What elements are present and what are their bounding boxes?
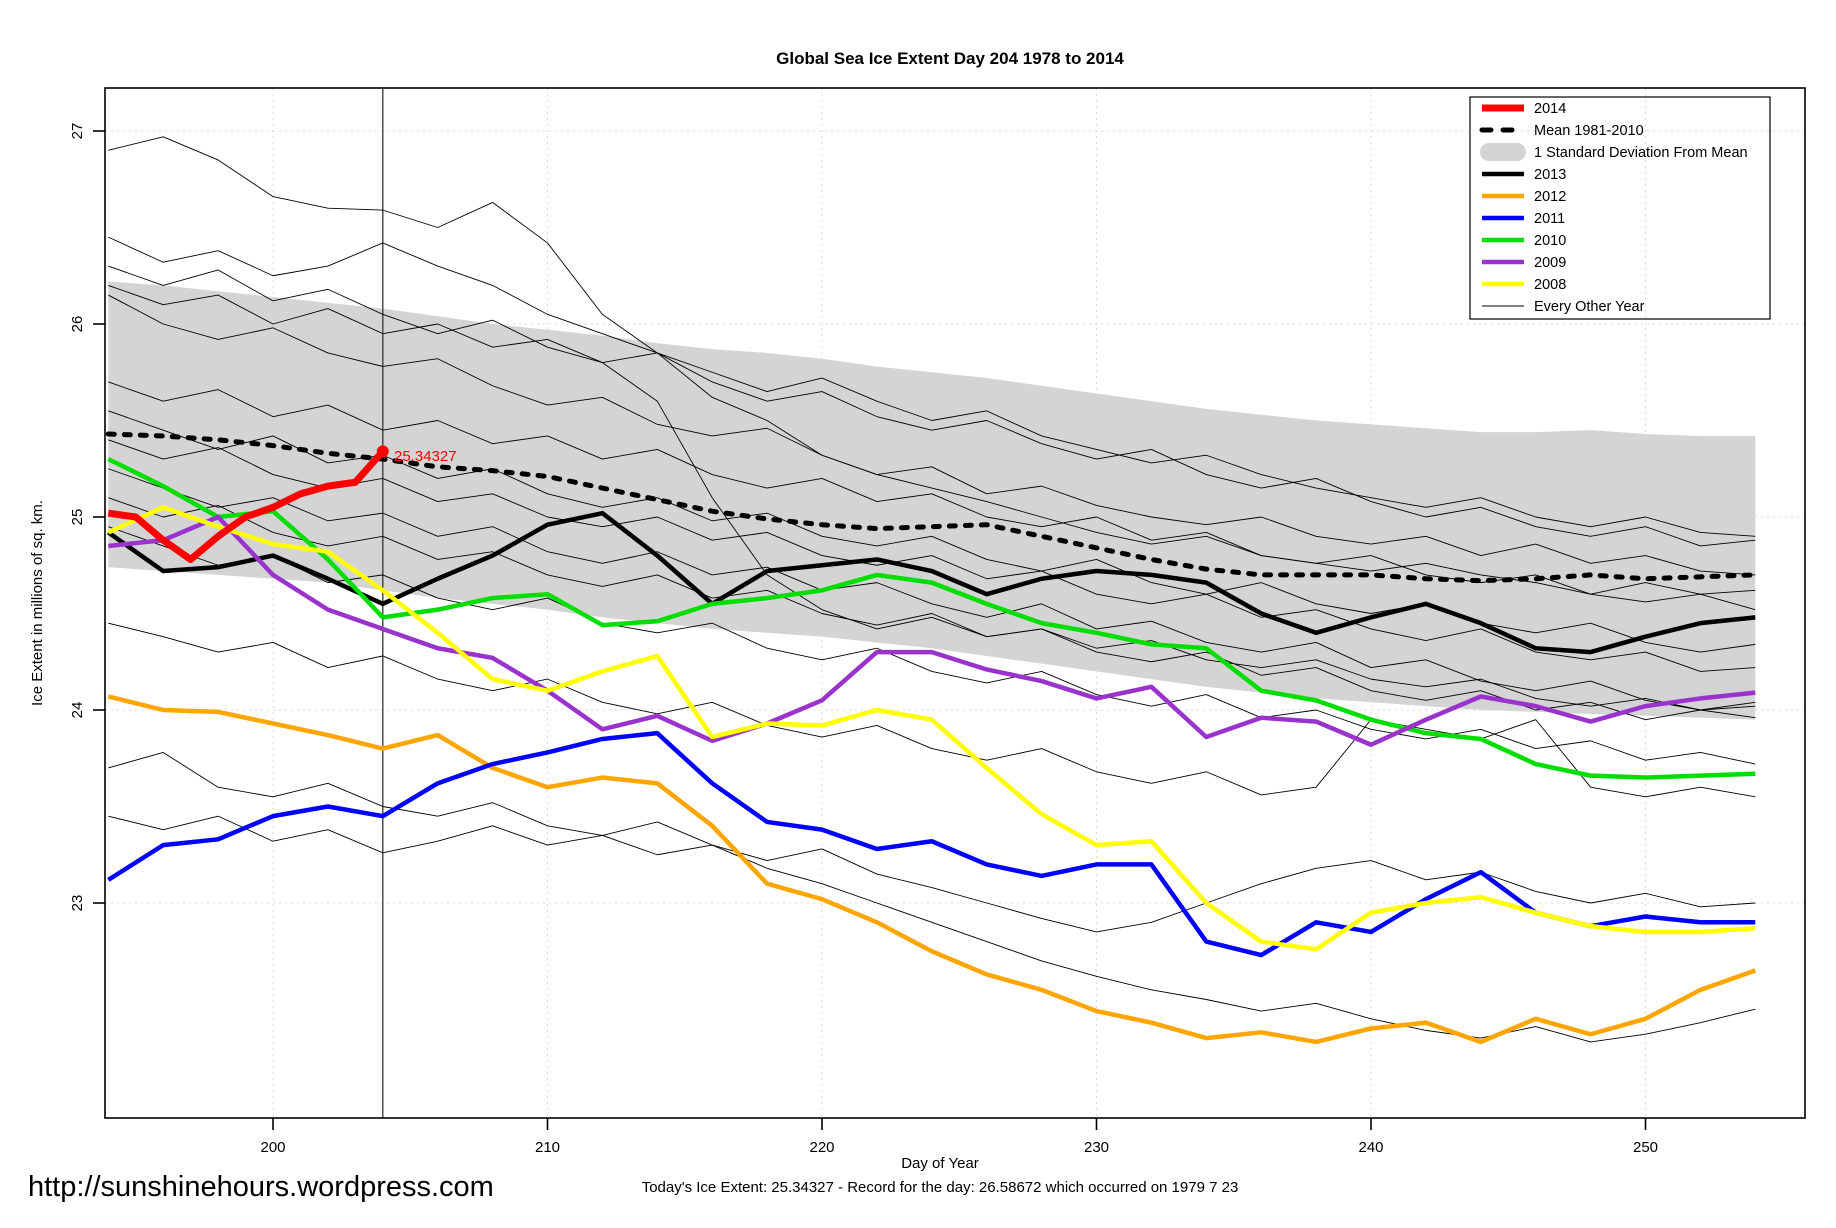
x-axis-label: Day of Year (901, 1155, 979, 1172)
legend-item-2009: 2009 (1534, 255, 1567, 271)
y-tick-label: 27 (69, 122, 86, 140)
current-value-annotation: 25.34327 (394, 448, 457, 465)
legend-item-2014: 2014 (1534, 101, 1567, 117)
legend-item-1-standard-deviation-from-mean-swatch (1480, 143, 1526, 161)
y-tick-label: 26 (69, 315, 86, 333)
x-tick-label: 220 (809, 1139, 835, 1156)
x-tick-label: 210 (534, 1139, 561, 1156)
x-tick-label: 200 (260, 1139, 286, 1156)
series-2011 (108, 733, 1755, 955)
y-axis-label: Ice Extent in millions of sq. km. (29, 500, 46, 706)
legend-item-2010: 2010 (1534, 233, 1567, 249)
watermark-url[interactable]: http://sunshinehours.wordpress.com (28, 1171, 494, 1203)
legend-item-1-standard-deviation-from-mean: 1 Standard Deviation From Mean (1534, 145, 1748, 161)
legend-item-2008: 2008 (1534, 277, 1567, 293)
x-tick-label: 230 (1083, 1139, 1110, 1156)
legend-item-2011: 2011 (1534, 211, 1566, 227)
y-tick-label: 24 (69, 701, 86, 719)
legend-item-2012: 2012 (1534, 189, 1567, 205)
x-tick-label: 250 (1632, 1139, 1659, 1156)
chart-title: Global Sea Ice Extent Day 204 1978 to 2014 (776, 49, 1124, 68)
legend-item-every-other-year: Every Other Year (1534, 299, 1645, 315)
legend-box (1470, 97, 1770, 319)
series-endpoint-dot (377, 445, 389, 457)
y-tick-label: 23 (69, 894, 86, 912)
legend-item-2013: 2013 (1534, 167, 1567, 183)
y-tick-label: 25 (69, 508, 86, 526)
x-tick-label: 240 (1358, 1139, 1384, 1156)
footer-status-line: Today's Ice Extent: 25.34327 - Record for the day: 26.58672 which occurred on 1979 7 23 (641, 1179, 1239, 1196)
legend-item-mean-1981-2010: Mean 1981-2010 (1534, 123, 1644, 139)
series-every-other-year (108, 816, 1755, 1042)
